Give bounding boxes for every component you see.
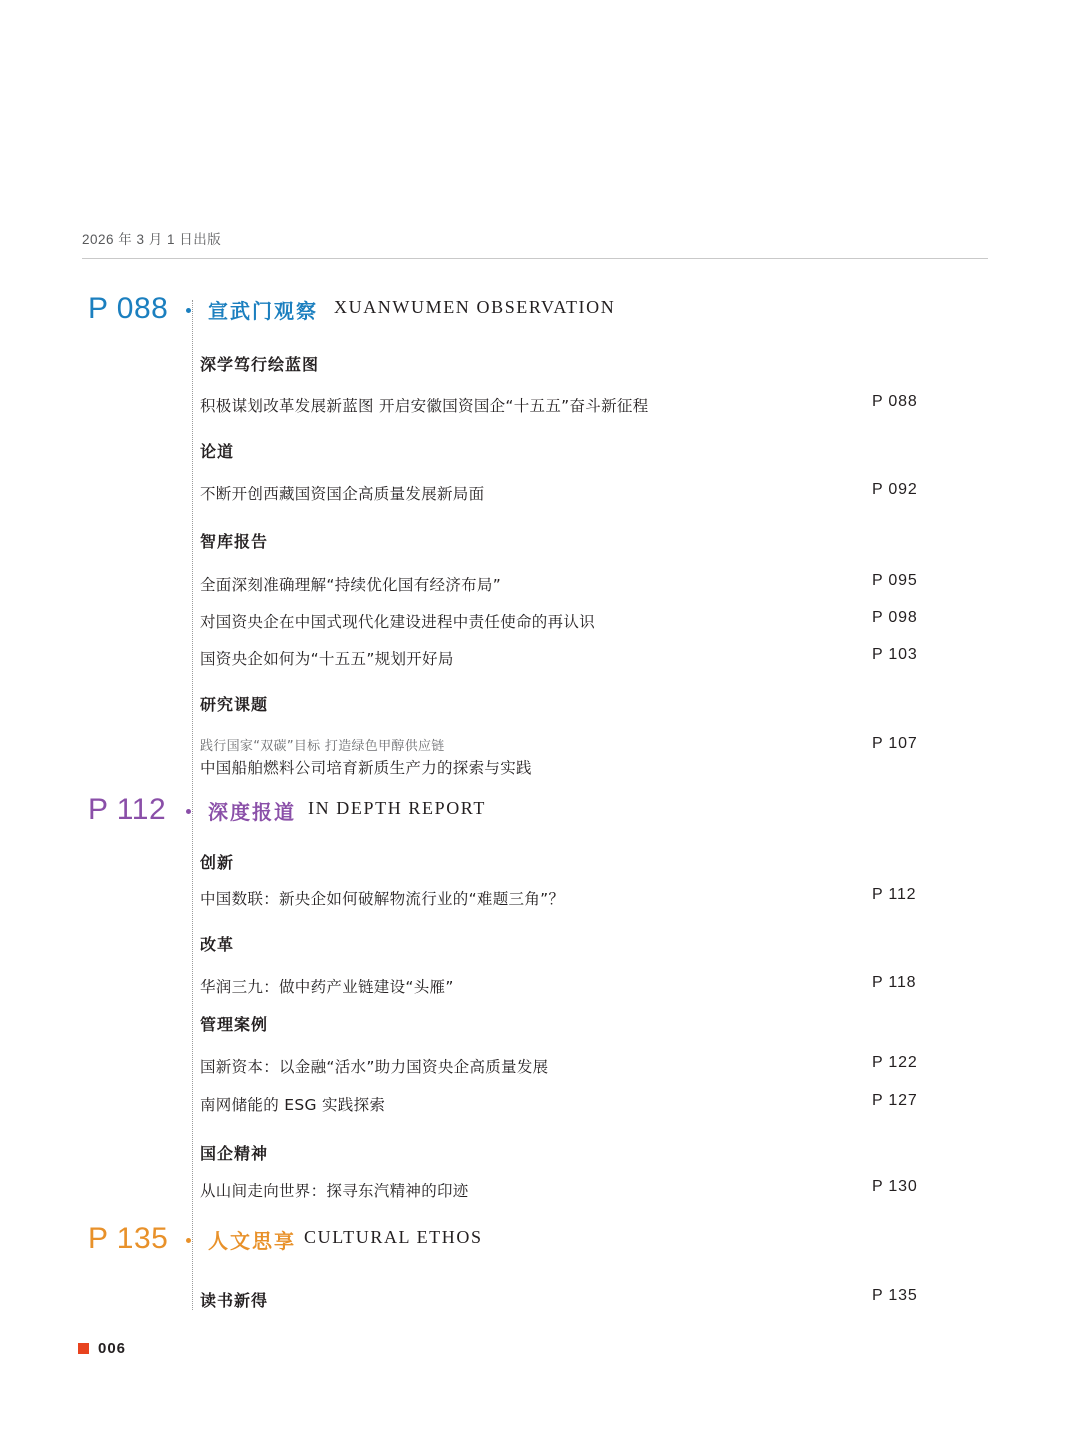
entry-page-number[interactable]: P 103: [872, 646, 918, 663]
section-header: [82, 292, 988, 336]
section-in-depth-report: [82, 793, 988, 1200]
group-title: 智库报告: [200, 532, 269, 551]
entry-subtitle-line[interactable]: 践行国家“双碳”目标 打造绿色甲醇供应链: [200, 739, 445, 754]
group-title: 管理案例: [200, 1015, 269, 1034]
entry-title[interactable]: 对国资央企在中国式现代化建设进程中责任使命的再认识: [200, 613, 596, 631]
entry-title[interactable]: 全面深刻准确理解“持续优化国有经济布局”: [200, 576, 502, 594]
section-title-cn: 深度报道: [208, 800, 296, 824]
footer-page-number: 006: [98, 1340, 127, 1357]
entry-title[interactable]: 从山间走向世界：探寻东汽精神的印迹: [200, 1182, 469, 1200]
entry-page-number[interactable]: P 127: [872, 1092, 918, 1109]
entry-title[interactable]: 积极谋划改革发展新蓝图 开启安徽国资国企“十五五”奋斗新征程: [200, 397, 649, 415]
section-header: [82, 1222, 988, 1266]
entry-page-number[interactable]: P 130: [872, 1178, 918, 1195]
entry-title[interactable]: 不断开创西藏国资国企高质量发展新局面: [200, 485, 485, 503]
entry-title[interactable]: 国新资本：以金融“活水”助力国资央企高质量发展: [200, 1058, 549, 1076]
entry-title[interactable]: 国资央企如何为“十五五”规划开好局: [200, 650, 454, 668]
entry-page-number[interactable]: P 107: [872, 735, 918, 752]
footer-square-marker: [78, 1343, 89, 1354]
header-divider: [82, 258, 988, 259]
entry-page-number[interactable]: P 095: [872, 572, 918, 589]
entry-title[interactable]: 中国船舶燃料公司培育新质生产力的探索与实践: [200, 759, 532, 777]
section-page-label[interactable]: P 112: [88, 793, 167, 826]
section-page-label[interactable]: P 088: [88, 292, 169, 325]
group-title: 改革: [200, 935, 235, 954]
section-title-en: XUANWUMEN OBSERVATION: [334, 297, 616, 317]
entry-title[interactable]: 华润三九：做中药产业链建设“头雁”: [200, 978, 454, 996]
section-title-en: IN DEPTH REPORT: [308, 798, 486, 818]
entry-page-number[interactable]: P 098: [872, 609, 918, 626]
section-page-label[interactable]: P 135: [88, 1222, 169, 1255]
page-footer: [78, 1340, 126, 1357]
entry-title[interactable]: 南网储能的 ESG 实践探索: [200, 1096, 386, 1114]
group-title: 创新: [200, 853, 235, 872]
group-title: 深学笃行绘蓝图: [200, 355, 320, 374]
section-bullet-dot: [186, 308, 191, 313]
publication-date: 2026 年 3 月 1 日出版: [82, 232, 222, 247]
group-title: 国企精神: [200, 1144, 269, 1163]
section-bullet-dot: [186, 809, 191, 814]
section-title-en: CULTURAL ETHOS: [304, 1227, 483, 1247]
section-cultural-ethos: [82, 1222, 988, 1310]
entry-page-number[interactable]: P 135: [872, 1287, 918, 1304]
section-title-cn: 人文思享: [208, 1229, 296, 1253]
entry-page-number[interactable]: P 092: [872, 481, 918, 498]
section-header: [82, 793, 988, 837]
section-title-cn: 宣武门观察: [208, 299, 318, 323]
section-bullet-dot: [186, 1238, 191, 1243]
entry-page-number[interactable]: P 118: [872, 974, 917, 991]
group-title: 论道: [200, 442, 235, 461]
entry-page-number[interactable]: P 088: [872, 393, 918, 410]
group-title: 研究课题: [200, 695, 269, 714]
entry-page-number[interactable]: P 122: [872, 1054, 918, 1071]
section-xuanwumen-observation: [82, 292, 988, 777]
entry-page-number[interactable]: P 112: [872, 886, 917, 903]
entry-title[interactable]: 中国数联：新央企如何破解物流行业的“难题三角”？: [200, 890, 565, 908]
group-title: 读书新得: [200, 1291, 269, 1310]
